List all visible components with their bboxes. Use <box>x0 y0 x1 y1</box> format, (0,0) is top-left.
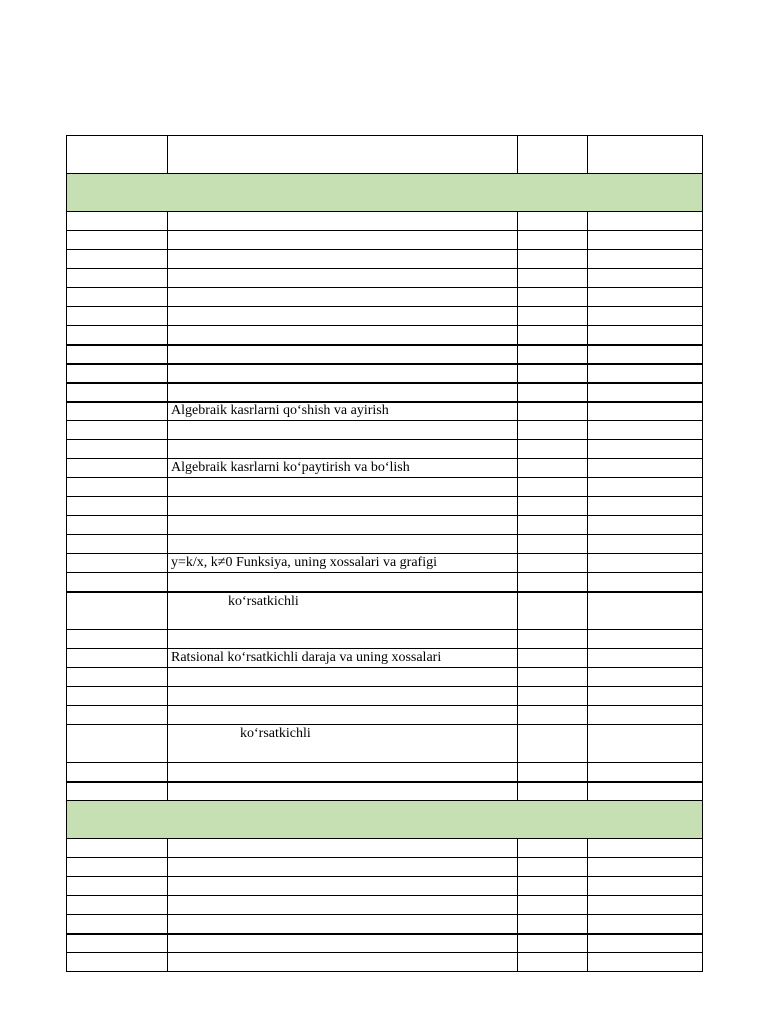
table-cell <box>67 535 168 554</box>
table-row <box>67 364 703 383</box>
table-cell <box>518 934 588 953</box>
table-row <box>67 402 703 421</box>
table-cell <box>67 839 168 858</box>
table-cell <box>518 630 588 649</box>
table-cell <box>518 231 588 250</box>
table-cell <box>67 934 168 953</box>
table-row <box>67 573 703 592</box>
table-cell <box>67 668 168 687</box>
header-cell <box>588 136 703 174</box>
header-cell <box>518 136 588 174</box>
table-row <box>67 554 703 573</box>
topic-cell: koʻrsatkichli <box>168 725 518 763</box>
table-row <box>67 535 703 554</box>
topic-cell: y=k/x, k≠0 Funksiya, uning xossalari va grafigi <box>168 554 518 573</box>
header-cell <box>168 136 518 174</box>
table-cell <box>518 896 588 915</box>
table-cell <box>168 345 518 364</box>
section-band <box>67 801 703 839</box>
table-row <box>67 668 703 687</box>
table-cell <box>588 839 703 858</box>
table-cell <box>168 896 518 915</box>
table-cell <box>588 763 703 782</box>
table-cell <box>67 288 168 307</box>
table-cell <box>518 535 588 554</box>
table-cell <box>518 554 588 573</box>
table-row <box>67 269 703 288</box>
table-row <box>67 725 703 763</box>
table-cell <box>168 364 518 383</box>
table-cell <box>588 953 703 972</box>
table-cell <box>588 364 703 383</box>
table-cell <box>67 364 168 383</box>
table-cell <box>67 231 168 250</box>
table-cell <box>588 915 703 934</box>
table-cell <box>168 535 518 554</box>
table-cell <box>67 782 168 801</box>
table-cell <box>588 706 703 725</box>
table-cell <box>168 250 518 269</box>
table-cell <box>67 630 168 649</box>
table-cell <box>588 687 703 706</box>
table-cell <box>588 288 703 307</box>
table-row <box>67 440 703 459</box>
table-row <box>67 478 703 497</box>
table-cell <box>168 687 518 706</box>
table-cell <box>168 326 518 345</box>
table-cell <box>168 877 518 896</box>
table-cell <box>518 687 588 706</box>
table-cell <box>518 915 588 934</box>
table-cell <box>168 573 518 592</box>
table-cell <box>67 725 168 763</box>
table-cell <box>518 763 588 782</box>
table-cell <box>518 326 588 345</box>
table-cell <box>588 782 703 801</box>
table-cell <box>588 478 703 497</box>
table-row <box>67 326 703 345</box>
table-row <box>67 782 703 801</box>
table-row <box>67 877 703 896</box>
table-row <box>67 212 703 231</box>
section-band-row <box>67 174 703 212</box>
table-cell <box>518 592 588 630</box>
table-cell <box>518 383 588 402</box>
table-cell <box>67 592 168 630</box>
table-row <box>67 459 703 478</box>
table-cell <box>588 896 703 915</box>
table-cell <box>67 573 168 592</box>
table-cell <box>588 269 703 288</box>
table-cell <box>588 497 703 516</box>
table-cell <box>67 345 168 364</box>
table-cell <box>67 896 168 915</box>
table-cell <box>168 307 518 326</box>
table-cell <box>67 478 168 497</box>
table-cell <box>67 877 168 896</box>
table-cell <box>168 934 518 953</box>
lesson-plan-table <box>66 135 703 972</box>
table-cell <box>67 554 168 573</box>
table-cell <box>67 915 168 934</box>
table-row <box>67 839 703 858</box>
table-cell <box>168 421 518 440</box>
table-cell <box>67 307 168 326</box>
table-cell <box>518 212 588 231</box>
table-cell <box>588 516 703 535</box>
table-row <box>67 288 703 307</box>
table-cell <box>518 706 588 725</box>
table-row <box>67 630 703 649</box>
table-cell <box>168 212 518 231</box>
table-cell <box>518 858 588 877</box>
table-cell <box>518 421 588 440</box>
table-cell <box>588 440 703 459</box>
table-cell <box>588 668 703 687</box>
table-row <box>67 763 703 782</box>
table-row <box>67 592 703 630</box>
table-row <box>67 516 703 535</box>
table-cell <box>588 592 703 630</box>
table-cell <box>588 402 703 421</box>
table-cell <box>588 326 703 345</box>
table-row <box>67 383 703 402</box>
table-cell <box>518 478 588 497</box>
table-cell <box>518 877 588 896</box>
table-cell <box>518 307 588 326</box>
table-cell <box>518 269 588 288</box>
table-cell <box>588 554 703 573</box>
table-cell <box>518 782 588 801</box>
topic-cell: Algebraik kasrlarni qoʻshish va ayirish <box>168 402 518 421</box>
table-cell <box>67 649 168 668</box>
table-cell <box>67 383 168 402</box>
table-cell <box>168 953 518 972</box>
table-cell <box>168 858 518 877</box>
table-cell <box>67 212 168 231</box>
table-cell <box>168 782 518 801</box>
table-cell <box>518 345 588 364</box>
table-cell <box>67 402 168 421</box>
table-cell <box>168 763 518 782</box>
table-row <box>67 497 703 516</box>
table-row <box>67 231 703 250</box>
table-cell <box>168 839 518 858</box>
table-cell <box>588 421 703 440</box>
header-cell <box>67 136 168 174</box>
table-header-row <box>67 136 703 174</box>
table-row <box>67 687 703 706</box>
table-row <box>67 307 703 326</box>
table-cell <box>588 535 703 554</box>
table-cell <box>168 231 518 250</box>
table-cell <box>518 440 588 459</box>
table-cell <box>518 288 588 307</box>
table-cell <box>518 364 588 383</box>
table-cell <box>67 326 168 345</box>
table-cell <box>518 516 588 535</box>
table-cell <box>518 668 588 687</box>
table-cell <box>67 763 168 782</box>
table-cell <box>588 877 703 896</box>
table-cell <box>588 630 703 649</box>
table-cell <box>168 269 518 288</box>
table-cell <box>168 383 518 402</box>
table-cell <box>168 497 518 516</box>
table-cell <box>168 478 518 497</box>
table-cell <box>588 649 703 668</box>
topic-cell: Ratsional koʻrsatkichli daraja va uning xossalari <box>168 649 518 668</box>
table-row <box>67 915 703 934</box>
table-cell <box>67 516 168 535</box>
table-cell <box>588 250 703 269</box>
table-cell <box>67 858 168 877</box>
table-cell <box>588 231 703 250</box>
table-row <box>67 345 703 364</box>
table-row <box>67 953 703 972</box>
table-cell <box>588 725 703 763</box>
table-cell <box>588 212 703 231</box>
table-cell <box>67 497 168 516</box>
table-row <box>67 421 703 440</box>
table-row <box>67 649 703 668</box>
table-cell <box>588 858 703 877</box>
table-cell <box>518 839 588 858</box>
table-cell <box>518 497 588 516</box>
table-cell <box>67 250 168 269</box>
topic-cell: Algebraik kasrlarni koʻpaytirish va boʻlish <box>168 459 518 478</box>
table-cell <box>168 630 518 649</box>
table-cell <box>168 915 518 934</box>
table-cell <box>588 383 703 402</box>
table-row <box>67 706 703 725</box>
table-cell <box>518 573 588 592</box>
table-row <box>67 896 703 915</box>
topic-cell: koʻrsatkichli <box>168 592 518 630</box>
table-cell <box>518 649 588 668</box>
table-cell <box>168 668 518 687</box>
table-cell <box>67 421 168 440</box>
table-row <box>67 858 703 877</box>
section-band <box>67 174 703 212</box>
table-cell <box>67 440 168 459</box>
table-cell <box>67 706 168 725</box>
table-cell <box>168 440 518 459</box>
table-cell <box>168 516 518 535</box>
table-cell <box>168 288 518 307</box>
table-cell <box>168 706 518 725</box>
table-cell <box>588 459 703 478</box>
table-row <box>67 250 703 269</box>
table-cell <box>518 953 588 972</box>
table-cell <box>67 269 168 288</box>
table-cell <box>588 934 703 953</box>
table-cell <box>588 573 703 592</box>
table-cell <box>518 725 588 763</box>
table-cell <box>67 953 168 972</box>
table-cell <box>588 345 703 364</box>
table-cell <box>518 459 588 478</box>
table-cell <box>67 687 168 706</box>
section-band-row <box>67 801 703 839</box>
table-row <box>67 934 703 953</box>
table-cell <box>518 250 588 269</box>
table-cell <box>588 307 703 326</box>
table-cell <box>67 459 168 478</box>
table-cell <box>518 402 588 421</box>
